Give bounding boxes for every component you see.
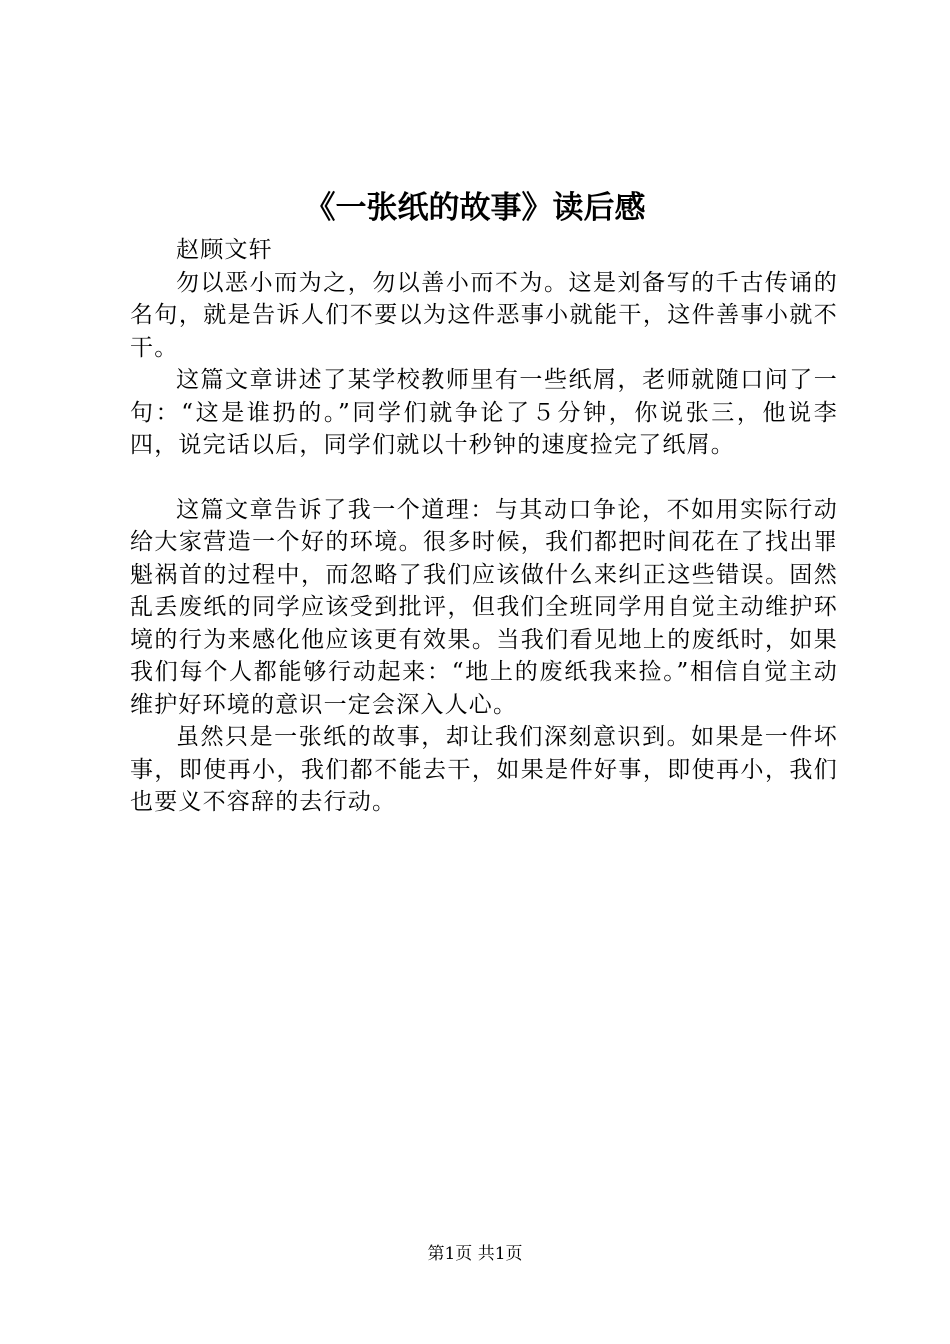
- document-title: 《一张纸的故事》读后感: [304, 190, 646, 226]
- paragraph-1: 勿以恶小而为之，勿以善小而不为。这是刘备写的千古传诵的名句，就是告诉人们不要以为这件恶事小就能干，这件善事小就不干。: [130, 269, 838, 361]
- author-name: 赵顾文轩: [176, 237, 273, 263]
- paragraph-4: 虽然只是一张纸的故事，却让我们深刻意识到。如果是一件坏事，即使再小，我们都不能去干，如果是件好事，即使再小，我们也要义不容辞的去行动。: [130, 724, 838, 815]
- paragraph-2: 这篇文章讲述了某学校教师里有一些纸屑，老师就随口问了一句：“这是谁扔的。”同学们就争论了５分钟，你说张三，他说李四，说完话以后，同学们就以十秒钟的速度捡完了纸屑。: [130, 367, 838, 458]
- document-body: [130, 234, 838, 819]
- paragraph-3: 这篇文章告诉了我一个道理：与其动口争论，不如用实际行动给大家营造一个好的环境。很多时候，我们都把时间花在了找出罪魁祸首的过程中，而忽略了我们应该做什么来纠正这些错误。固然乱丢废纸的同学应该受到批评，但我们全班同学用自觉主动维护环境的行为来感化他应该更有效果。当我们看见地上的废纸时，如果我们每个人都能够行动起来：“地上的废纸我来捡。”相信自觉主动维护好环境的意识一定会深入人心。: [130, 496, 838, 718]
- page-footer: 第1页 共1页: [427, 1244, 523, 1264]
